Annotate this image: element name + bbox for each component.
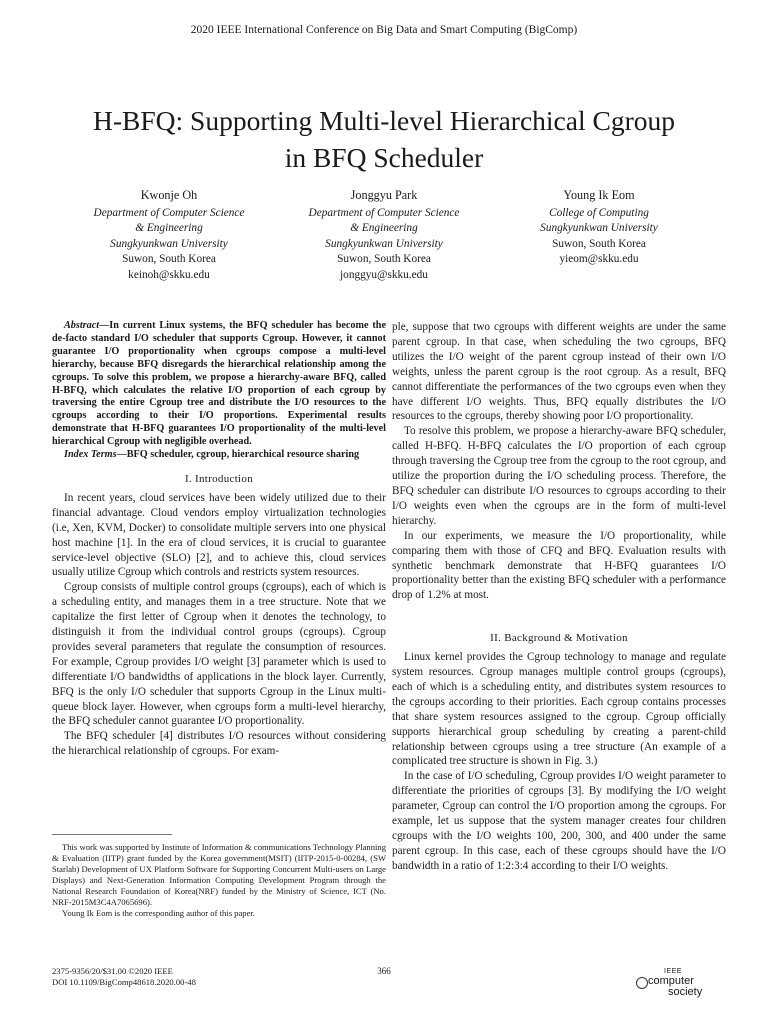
author-univ: Sungkyunkwan University (325, 237, 443, 250)
title-line-1: H-BFQ: Supporting Multi-level Hierarchical Cgroup (93, 105, 675, 136)
footnote (52, 842, 386, 919)
author-2 (279, 188, 489, 283)
author-1 (64, 188, 274, 283)
author-email: keinoh@skku.edu (128, 268, 210, 281)
author-3 (494, 188, 704, 283)
author-name: Young Ik Eom (563, 188, 635, 202)
author-email: yieom@skku.edu (559, 253, 639, 265)
author-dept: Department of Computer Science (308, 206, 460, 219)
author-dept: Department of Computer Science (93, 206, 245, 219)
abstract-text: —In current Linux systems, the BFQ scheduler has become the de-facto standard I/O scheduler that supports Cgroup. However, it cannot guarantee I/O proportionality when cgroups compose a multi-level hierarchy, because BFQ disregards the hierarchical relationship among the cgroups. To solve this problem, we propose a hierarchy-aware BFQ, called H-BFQ, which calculates the relative I/O proportion of each cgroup by traversing the entire Cgroup tree and distribute the I/O resources to the cgroups according to their I/O proportions. Experimental results demonstrate that H-BFQ guarantees I/O proportionality of the multi-level hierarchical Cgroup with negligible overhead. (52, 320, 386, 448)
footnote-rule (52, 834, 172, 835)
ieee-computer-society-logo (636, 968, 720, 1004)
conference-header: 2020 IEEE International Conference on Big Data and Smart Computing (BigComp) (190, 24, 578, 36)
footnote-funding: This work was supported by Institute of Information & communications Technology Planning & Evaluation (IITP) grant funded by the Korea government(MSIT) (IITP-2015-0-00284, (SW Starlab) Development of UX Platform Software for Supporting Concurrent Multi-users on Large Displays) and Next-Generation Information Computing Development Program through the National Research Foundation of Korea(NRF) funded by the Ministry of Science, ICT (No. NRF-2015M3C4A7065696). (52, 842, 386, 907)
index-terms-text: —BFQ scheduler, cgroup, hierarchical resource sharing (116, 449, 360, 461)
paragraph: In recent years, cloud services have been widely utilized due to their financial advantage. Cloud vendors employ virtualization technologies (i.e, Xen, KVM, Docker) to consolidate multiple servers into one physical host machine [1]. In the era of cloud services, it is crucial to guarantee service-level objective (SLO) [2], and to achieve this, cloud services usually utilize Cgroup which controls and restricts system resources. (52, 491, 386, 579)
page-number: 366 (377, 966, 391, 976)
doi: DOI 10.1109/BigComp48618.2020.00-48 (52, 977, 196, 987)
logo-text: IEEE (664, 968, 682, 975)
section-heading-introduction: I. Introduction (184, 472, 254, 485)
abstract (52, 320, 386, 449)
section-heading-background: II. Background & Motivation (490, 632, 628, 645)
author-location: Suwon, South Korea (552, 237, 646, 250)
paper-title (40, 102, 728, 176)
index-terms (52, 449, 386, 462)
author-univ: Sungkyunkwan University (540, 222, 658, 234)
abstract-label: Abstract (64, 320, 100, 331)
paragraph: To resolve this problem, we propose a hierarchy-aware BFQ scheduler, called H-BFQ. H-BFQ calculates the I/O proportion of each cgroup through traversing the Cgroup tree from the cgroup to the root cgroup, and utilize the proportion during the I/O scheduling process. Therefore, the BFQ scheduler can distribute I/O resources to cgroups according to their I/O weights even when the cgroups are in the form of multi-level hierarchy. (392, 425, 726, 527)
index-terms-label: Index Terms (64, 449, 117, 461)
author-dept: & Engineering (350, 222, 418, 234)
footnote-corresponding: Young Ik Eom is the corresponding author of this paper. (62, 908, 255, 918)
paragraph: Cgroup consists of multiple control groups (cgroups), each of which is a scheduling entity, and manages them in a tree structure. Note that we capitalize the first letter of Cgroup when it denotes the technology, to distinguish it from the individual control groups (cgroups). Cgroup provides several parameters that regulate the consumption of resources. For example, Cgroup provides I/O weight [3] parameter which is used to differentiate I/O bandwidths of applications in the block layer. Currently, BFQ is the only I/O scheduler that supports Cgroup in the Linux multi-queue block layer. However, when cgroups form a multi-level hierarchy, the BFQ scheduler cannot guarantee I/O proportionality. (52, 581, 386, 728)
author-dept: College of Computing (549, 206, 649, 219)
author-name: Kwonje Oh (140, 188, 198, 202)
left-column (52, 320, 386, 759)
spacer (392, 603, 726, 621)
paragraph: The BFQ scheduler [4] distributes I/O resources without considering the hierarchical relationship of cgroups. For exam- (52, 730, 386, 758)
paragraph: In the case of I/O scheduling, Cgroup provides I/O weight parameter to differentiate the priorities of cgroups [3]. By modifying the I/O weight parameter, Cgroup can control the I/O proportion among the cgroups. For example, let us suppose that the system manager creates four children cgroups with the I/O weights 100, 200, 300, and 400 under the same parent cgroup. In this case, each of these cgroups should have the I/O bandwidth in a ratio of 1:2:3:4 according to their I/O weights. (392, 770, 726, 872)
logo-text: society (668, 986, 703, 998)
right-column (392, 320, 726, 874)
author-block (64, 188, 704, 283)
paragraph: Linux kernel provides the Cgroup technology to manage and regulate system resources. Cgroup manages multiple control groups (cgroups), each of which is a scheduling entity, and distributes system resources to the cgroups according to their priorities. Each cgroup contains processes that share system resources assigned to the cgroup. Cgroup officially supports hierarchical group scheduling by creating a parent-child relationship between cgroups using a tree structure (An example of a complicated tree structure is shown in Fig. 3.) (392, 651, 726, 768)
author-dept: & Engineering (135, 222, 203, 234)
paragraph: ple, suppose that two cgroups with different weights are under the same parent cgroup. In that case, when scheduling the two cgroups, BFQ utilizes the I/O weight of the parent cgroup instead of their own I/O weights, unless the parent cgroup is the root cgroup. As a result, BFQ cannot differentiate the performances of the two cgroups even when they have different I/O weights. Thus, BFQ equally distributes the I/O resources to the cgroups, thereby showing poor I/O proportionality. (392, 321, 726, 423)
logo-text: computer (648, 975, 694, 987)
author-location: Suwon, South Korea (122, 253, 216, 265)
author-location: Suwon, South Korea (337, 253, 431, 265)
title-line-2: in BFQ Scheduler (284, 142, 484, 173)
issn: 2375-9356/20/$31.00 ©2020 IEEE (52, 966, 173, 976)
author-email: jonggyu@skku.edu (340, 268, 428, 281)
logo-mark-icon (636, 977, 648, 989)
author-univ: Sungkyunkwan University (110, 237, 228, 250)
paragraph: In our experiments, we measure the I/O proportionality, while comparing them with those of CFQ and BFQ. Evaluation results with synthetic benchmark demonstrate that H-BFQ guarantees I/O proportionality better than the existing BFQ scheduler with a performance drop of 1.2% at most. (392, 529, 726, 602)
author-name: Jonggyu Park (350, 188, 418, 202)
